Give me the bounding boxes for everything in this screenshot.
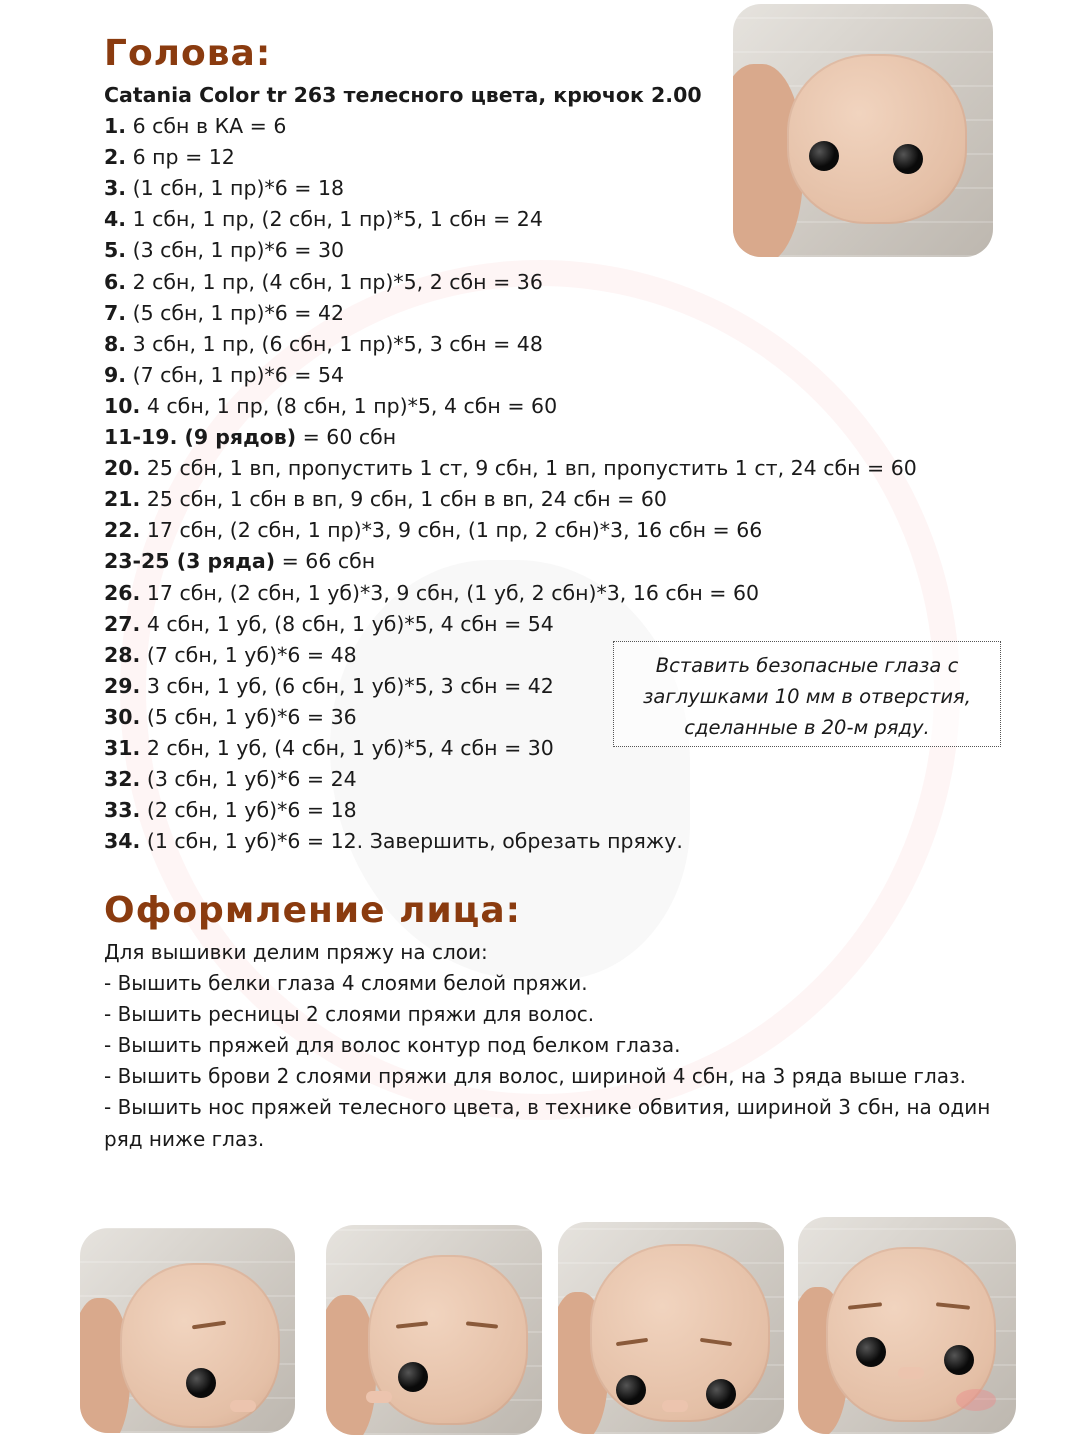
row-text: 17 сбн, (2 сбн, 1 пр)*3, 9 сбн, (1 пр, 2 сбн)*3, 16 сбн = 66	[140, 518, 763, 543]
row-number: 11-19. (9 рядов)	[104, 425, 297, 450]
pattern-row	[104, 453, 924, 484]
row-text: 3 сбн, 1 пр, (6 сбн, 1 пр)*5, 3 сбн = 48	[126, 331, 543, 356]
row-text: 3 сбн, 1 уб, (6 сбн, 1 уб)*5, 3 сбн = 42	[140, 673, 554, 698]
note-line: заглушками 10 мм в отверстия,	[643, 685, 971, 708]
row-text: 6 сбн в КА = 6	[126, 114, 287, 139]
cheek-blush	[956, 1389, 996, 1411]
row-number: 20.	[104, 456, 141, 481]
step-photo-3	[558, 1222, 784, 1434]
eye-icon	[944, 1345, 974, 1375]
pattern-row	[104, 546, 924, 577]
row-text: 2 сбн, 1 пр, (4 сбн, 1 пр)*5, 2 сбн = 36	[126, 269, 543, 294]
row-text: 4 сбн, 1 уб, (8 сбн, 1 уб)*5, 4 сбн = 54	[140, 611, 554, 636]
row-number: 33.	[104, 798, 141, 823]
row-text: = 66 сбн	[275, 549, 376, 574]
eye-icon	[706, 1379, 736, 1409]
crochet-head-image	[787, 54, 967, 224]
face-line: - Вышить ресницы 2 слоями пряжи для волос.	[104, 1002, 595, 1027]
row-text: (7 сбн, 1 пр)*6 = 54	[126, 362, 345, 387]
row-number: 27.	[104, 611, 141, 636]
eye-icon	[809, 141, 839, 171]
crochet-head-image	[120, 1263, 280, 1428]
row-number: 32.	[104, 767, 141, 792]
pattern-row	[104, 360, 924, 391]
pattern-row	[104, 826, 924, 857]
pattern-row	[104, 298, 924, 329]
note-line: Вставить безопасные глаза с	[655, 654, 959, 677]
row-number: 31.	[104, 735, 141, 760]
pattern-row	[104, 764, 924, 795]
step-photo-4	[798, 1217, 1016, 1434]
pattern-row	[104, 484, 924, 515]
eyes-note	[613, 641, 1001, 747]
row-number: 4.	[104, 207, 127, 232]
row-text: 1 сбн, 1 пр, (2 сбн, 1 пр)*5, 1 сбн = 24	[126, 207, 543, 232]
row-number: 3.	[104, 176, 127, 201]
nose	[662, 1400, 688, 1412]
pattern-row	[104, 329, 924, 360]
row-text: 4 сбн, 1 пр, (8 сбн, 1 пр)*5, 4 сбн = 60	[140, 393, 558, 418]
row-text: (1 сбн, 1 пр)*6 = 18	[126, 176, 345, 201]
row-text: (3 сбн, 1 уб)*6 = 24	[140, 767, 357, 792]
row-number: 34.	[104, 829, 141, 854]
face-line: - Вышить пряжей для волос контур под белком глаза.	[104, 1033, 681, 1058]
row-number: 9.	[104, 362, 127, 387]
row-text: 17 сбн, (2 сбн, 1 уб)*3, 9 сбн, (1 уб, 2 сбн)*3, 16 сбн = 60	[140, 580, 760, 605]
row-number: 26.	[104, 580, 141, 605]
row-text: (5 сбн, 1 пр)*6 = 42	[126, 300, 345, 325]
eye-icon	[186, 1368, 216, 1398]
row-number: 22.	[104, 518, 141, 543]
row-text: 25 сбн, 1 вп, пропустить 1 ст, 9 сбн, 1 вп, пропустить 1 ст, 24 сбн = 60	[140, 456, 917, 481]
row-number: 5.	[104, 238, 127, 263]
row-number: 30.	[104, 704, 141, 729]
row-text: (5 сбн, 1 уб)*6 = 36	[140, 704, 357, 729]
head-photo	[733, 4, 993, 257]
row-number: 8.	[104, 331, 127, 356]
face-instructions	[104, 937, 1024, 1155]
row-text: 2 сбн, 1 уб, (4 сбн, 1 уб)*5, 4 сбн = 30	[140, 735, 554, 760]
nose	[230, 1400, 256, 1412]
pattern-row	[104, 578, 924, 609]
row-text: (3 сбн, 1 пр)*6 = 30	[126, 238, 345, 263]
eye-icon	[856, 1337, 886, 1367]
crochet-head-image	[368, 1255, 528, 1425]
step-photo-1	[80, 1228, 295, 1433]
face-line: ряд ниже глаз.	[104, 1126, 265, 1151]
row-text: (2 сбн, 1 уб)*6 = 18	[140, 798, 357, 823]
face-line: - Вышить брови 2 слоями пряжи для волос, шириной 4 сбн, на 3 ряда выше глаз.	[104, 1064, 966, 1089]
eye-icon	[398, 1362, 428, 1392]
row-number: 21.	[104, 487, 141, 512]
pattern-row	[104, 795, 924, 826]
row-number: 1.	[104, 114, 127, 139]
nose	[366, 1391, 392, 1403]
nose	[898, 1367, 924, 1379]
row-text: 25 сбн, 1 сбн в вп, 9 сбн, 1 сбн в вп, 24 сбн = 60	[140, 487, 667, 512]
pattern-row	[104, 422, 924, 453]
face-section-title: Оформление лица:	[104, 890, 522, 931]
face-line: - Вышить нос пряжей телесного цвета, в технике обвития, шириной 3 сбн, на один	[104, 1095, 991, 1120]
row-number: 2.	[104, 145, 127, 170]
row-text: (1 сбн, 1 уб)*6 = 12. Завершить, обрезать пряжу.	[140, 829, 683, 854]
face-line: - Вышить белки глаза 4 слоями белой пряжи.	[104, 971, 588, 996]
row-text: (7 сбн, 1 уб)*6 = 48	[140, 642, 357, 667]
row-number: 6.	[104, 269, 127, 294]
pattern-row	[104, 391, 924, 422]
row-text: 6 пр = 12	[126, 145, 235, 170]
material-line: Catania Color tr 263 телесного цвета, крючок 2.00	[104, 83, 702, 107]
eye-icon	[893, 144, 923, 174]
face-line: Для вышивки делим пряжу на слои:	[104, 940, 488, 964]
pattern-row	[104, 515, 924, 546]
row-text: = 60 сбн	[296, 425, 397, 450]
step-photo-2	[326, 1225, 542, 1435]
row-number: 29.	[104, 673, 141, 698]
note-line: сделанные в 20-м ряду.	[684, 716, 930, 739]
row-number: 28.	[104, 642, 141, 667]
row-number: 7.	[104, 300, 127, 325]
pattern-row	[104, 267, 924, 298]
row-number: 23-25 (3 ряда)	[104, 549, 276, 574]
pattern-row	[104, 609, 924, 640]
head-section-title: Голова:	[104, 33, 272, 74]
row-number: 10.	[104, 393, 141, 418]
eye-icon	[616, 1375, 646, 1405]
